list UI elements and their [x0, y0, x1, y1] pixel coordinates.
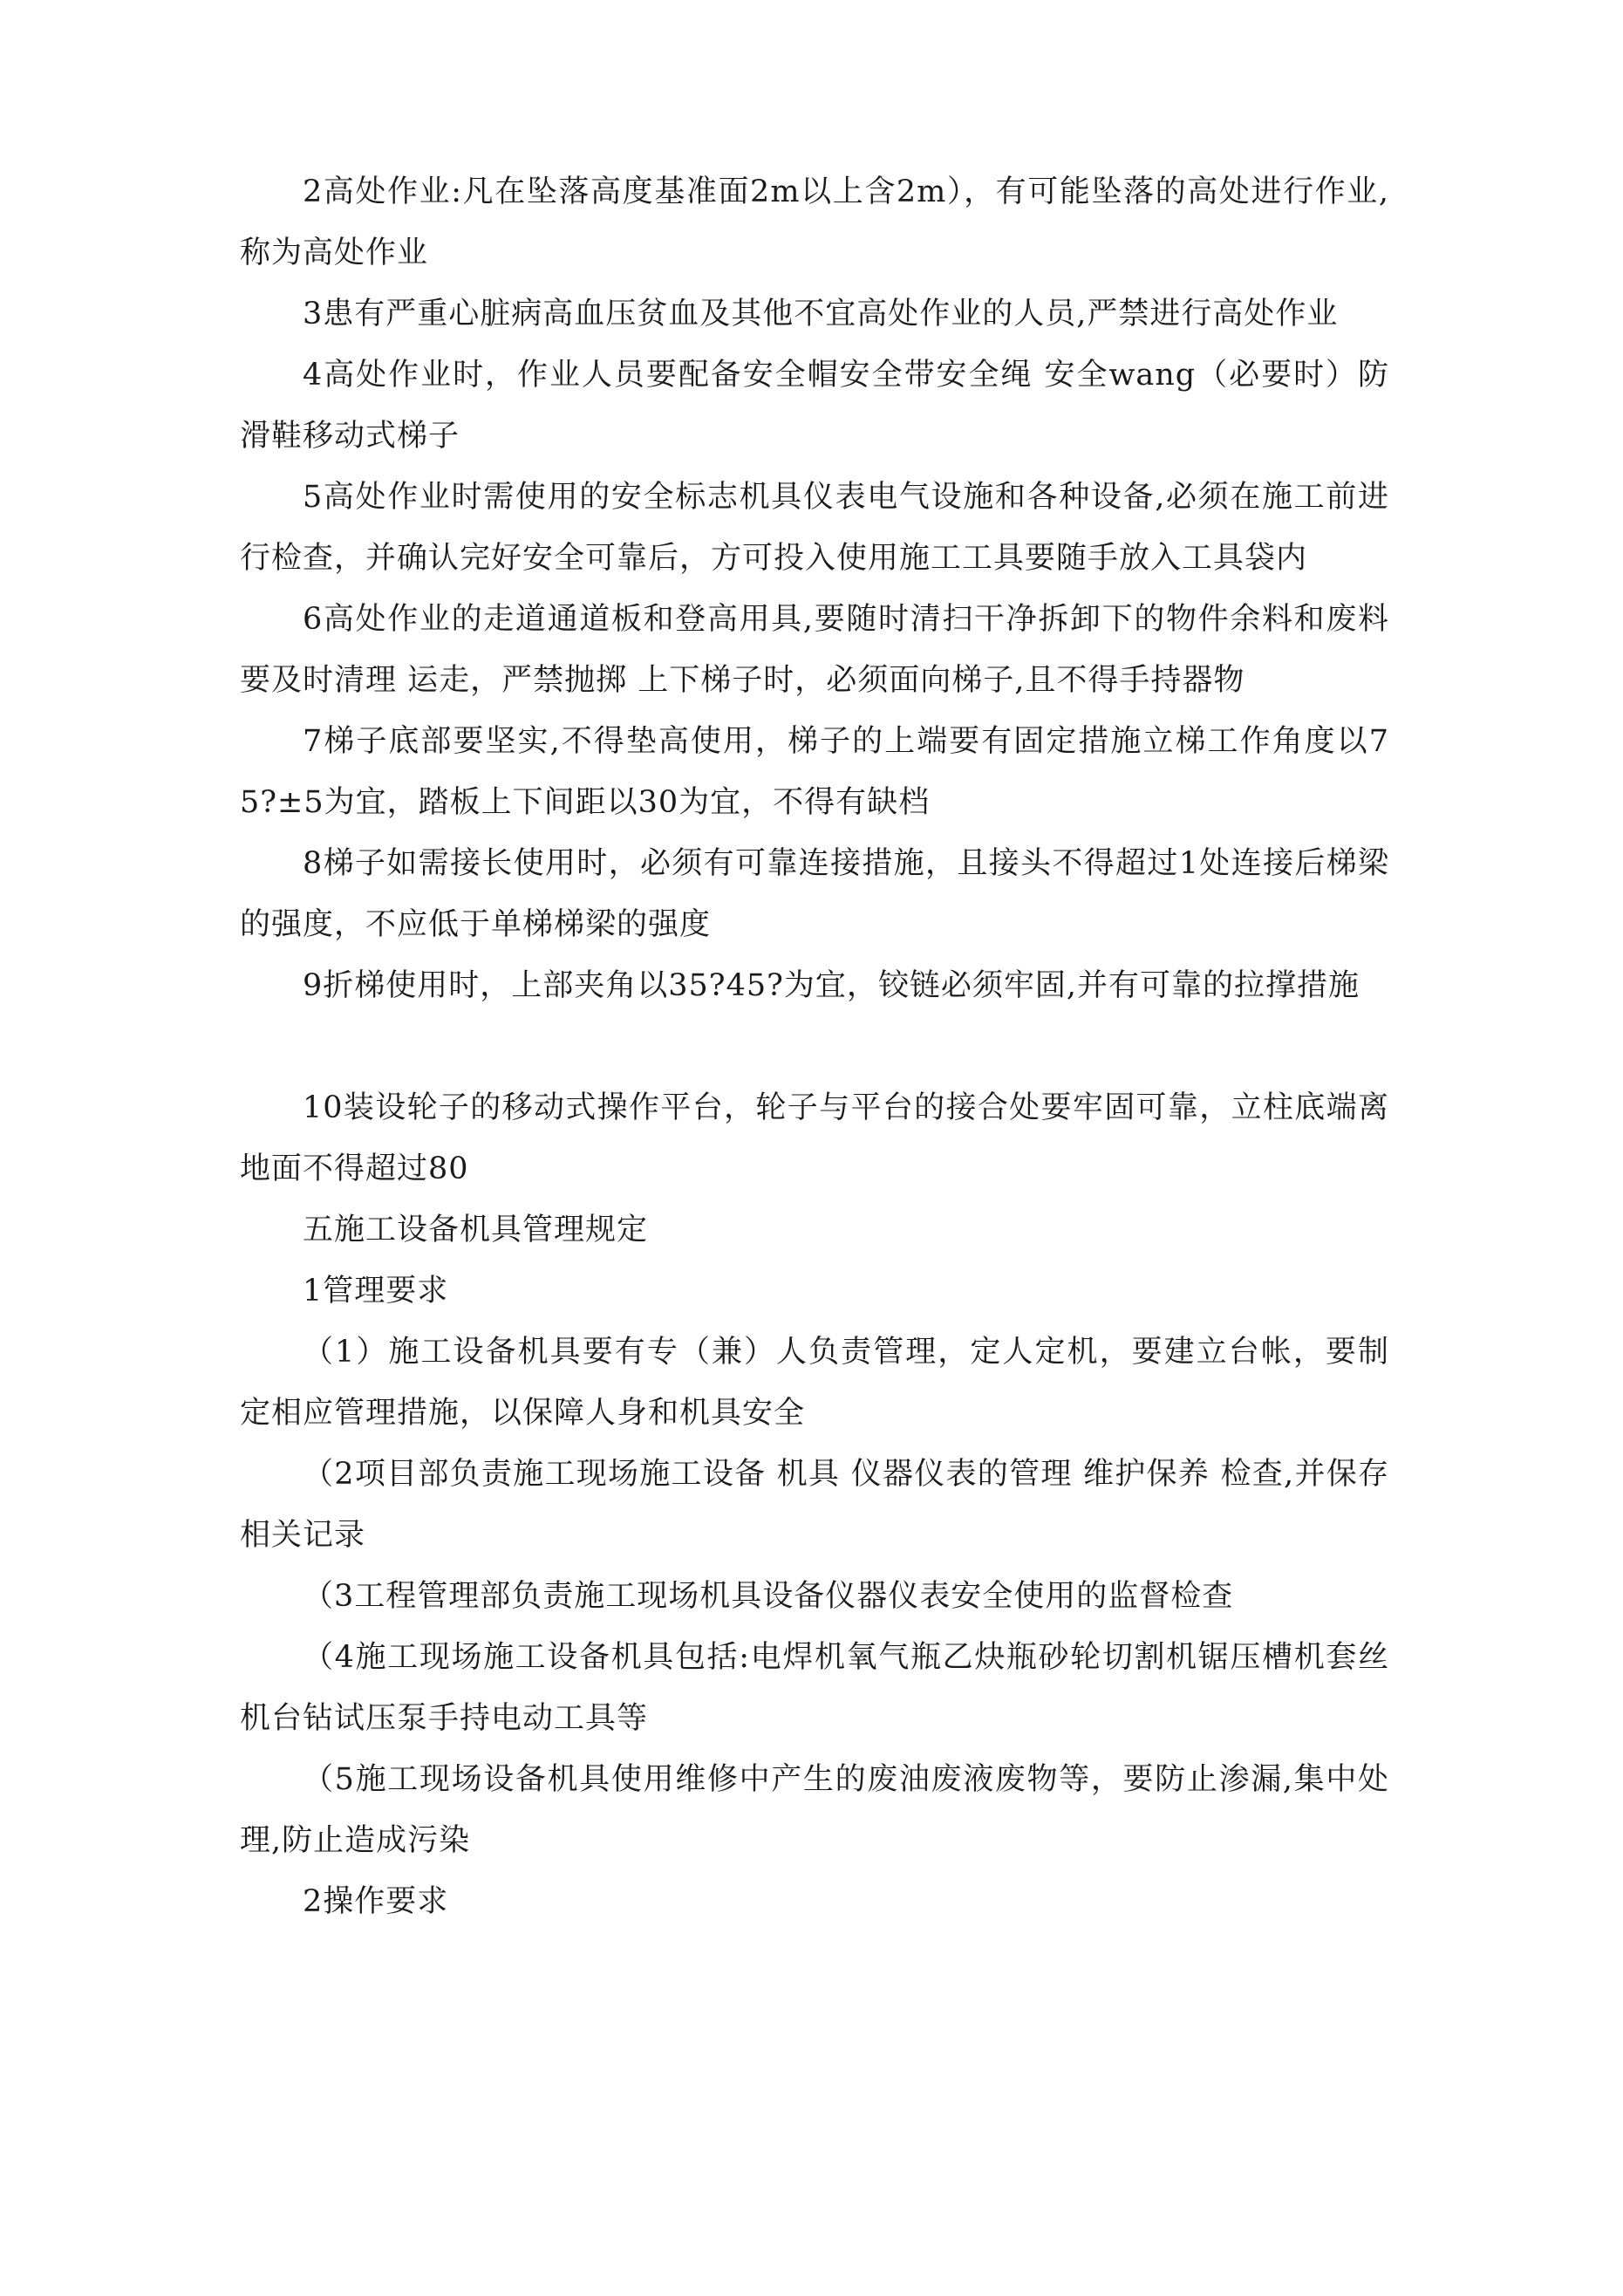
paragraph-high-work-definition: 2高处作业:凡在坠落高度基准面2m以上含2m），有可能坠落的高处进行作业,称为高处作业 [240, 174, 1389, 270]
subheading-management-requirements: 1管理要求 [303, 1274, 449, 1309]
paragraph-health-restriction: 3患有严重心脏病高血压贫血及其他不宜高处作业的人员,严禁进行高处作业 [303, 297, 1339, 331]
paragraph-dedicated-management: （1）施工设备机具要有专（兼）人负责管理，定人定机，要建立台帐，要制定相应管理措施，以保障人身和机具安全 [240, 1335, 1389, 1431]
paragraph-equipment-list: （4施工现场施工设备机具包括:电焊机氧气瓶乙炔瓶砂轮切割机锯压槽机套丝机台钻试压泵手持电动工具等 [240, 1640, 1389, 1736]
paragraph-mobile-platform: 10装设轮子的移动式操作平台，轮子与平台的接合处要牢固可靠，立柱底端离地面不得超过80 [240, 1090, 1389, 1186]
section-heading-equipment-management: 五施工设备机具管理规定 [303, 1213, 649, 1247]
document-body [240, 161, 1389, 1932]
paragraph-ladder-base: 7梯子底部要坚实,不得垫高使用，梯子的上端要有固定措施立梯工作角度以75?±5为宜，踏板上下间距以30为宜，不得有缺档 [240, 724, 1389, 820]
paragraph-protective-equipment: 4高处作业时，作业人员要配备安全帽安全带安全绳 安全wang（必要时）防滑鞋移动式梯子 [240, 358, 1389, 454]
paragraph-equipment-inspection: 5高处作业时需使用的安全标志机具仪表电气设施和各种设备,必须在施工前进行检查，并确认完好安全可靠后，方可投入使用施工工具要随手放入工具袋内 [240, 480, 1389, 576]
paragraph-engineering-supervision: （3工程管理部负责施工现场机具设备仪器仪表安全使用的监督检查 [303, 1579, 1234, 1614]
paragraph-walkway-cleaning: 6高处作业的走道通道板和登高用具,要随时清扫干净拆卸下的物件余料和废料要及时清理 运走，严禁抛掷 上下梯子时，必须面向梯子,且不得手持器物 [240, 602, 1389, 698]
paragraph-waste-handling: （5施工现场设备机具使用维修中产生的废油废液废物等，要防止渗漏,集中处理,防止造成污染 [240, 1762, 1389, 1858]
paragraph-project-department: （2项目部负责施工现场施工设备 机具 仪器仪表的管理 维护保养 检查,并保存相关记录 [240, 1457, 1389, 1553]
paragraph-ladder-extension: 8梯子如需接长使用时，必须有可靠连接措施，且接头不得超过1处连接后梯梁的强度，不应低于单梯梯梁的强度 [240, 846, 1389, 942]
subheading-operation-requirements: 2操作要求 [303, 1884, 449, 1919]
paragraph-folding-ladder: 9折梯使用时，上部夹角以35?45?为宜，铰链必须牢固,并有可靠的拉撑措施 [303, 968, 1360, 1003]
